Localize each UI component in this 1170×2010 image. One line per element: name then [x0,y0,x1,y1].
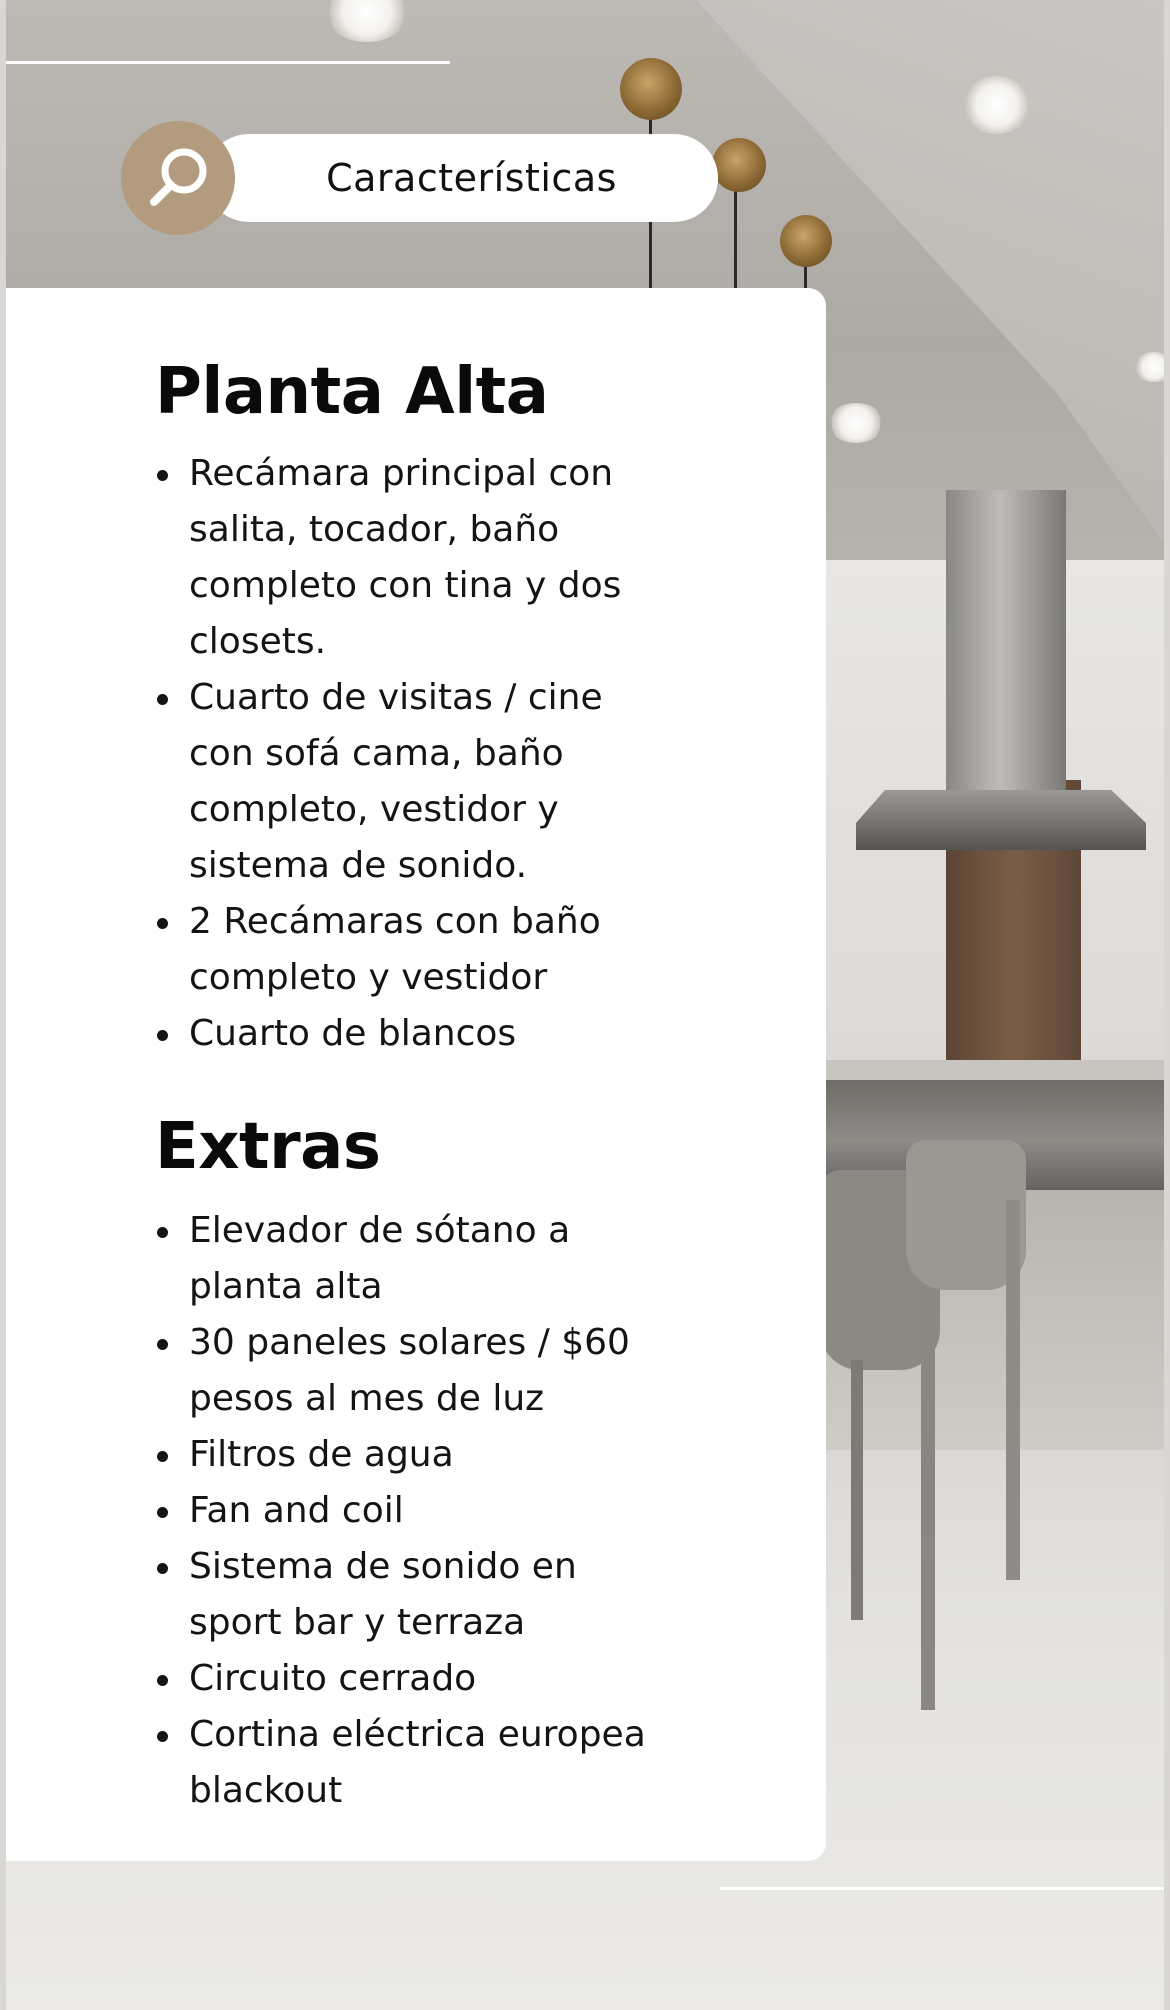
section-title-planta-alta: Planta Alta [155,355,549,429]
list-item: Filtros de agua [155,1427,715,1483]
ceiling-light [828,403,884,443]
search-button[interactable] [121,121,235,235]
pendant-lamp [712,138,766,192]
ceiling-light [962,76,1032,134]
bullet-icon [157,1339,168,1350]
bullet-icon [157,1563,168,1574]
bullet-icon [157,470,168,481]
bullet-icon [157,1030,168,1041]
section-title-extras: Extras [155,1110,381,1184]
bullet-icon [157,1731,168,1742]
range-hood [946,490,1066,800]
search-bar[interactable] [205,134,718,222]
bullet-icon [157,1451,168,1462]
list-item: 30 paneles solares / $60 pesos al mes de luz [155,1315,715,1427]
bullet-icon [157,918,168,929]
divider-line-top [6,61,450,64]
list-item: Sistema de sonido en sport bar y terraza [155,1539,715,1651]
list-item: Cortina eléctrica europea blackout [155,1707,715,1819]
list-item: Cuarto de blancos [155,1006,715,1062]
planta-alta-list [155,446,715,1062]
list-item: Fan and coil [155,1483,715,1539]
list-item: Cuarto de visitas / cine con sofá cama, baño completo, vestidor y sistema de sonido. [155,670,715,894]
bullet-icon [157,1227,168,1238]
bar-stool-leg [921,1250,935,1710]
search-label: Características [326,156,617,200]
pendant-cord [734,180,737,290]
pendant-lamp [620,58,682,120]
bar-stool-leg [851,1360,863,1620]
bullet-icon [157,1675,168,1686]
pendant-lamp [780,215,832,267]
bar-stool-leg [1006,1200,1020,1580]
search-icon [142,142,214,214]
divider-line-bottom [720,1887,1164,1890]
list-item: Circuito cerrado [155,1651,715,1707]
list-item: Elevador de sótano a planta alta [155,1203,715,1315]
list-item: 2 Recámaras con baño completo y vestidor [155,894,715,1006]
bullet-icon [157,694,168,705]
list-item: Recámara principal con salita, tocador, baño completo con tina y dos closets. [155,446,715,670]
range-hood-base [856,790,1146,850]
bullet-icon [157,1507,168,1518]
extras-list [155,1203,715,1819]
